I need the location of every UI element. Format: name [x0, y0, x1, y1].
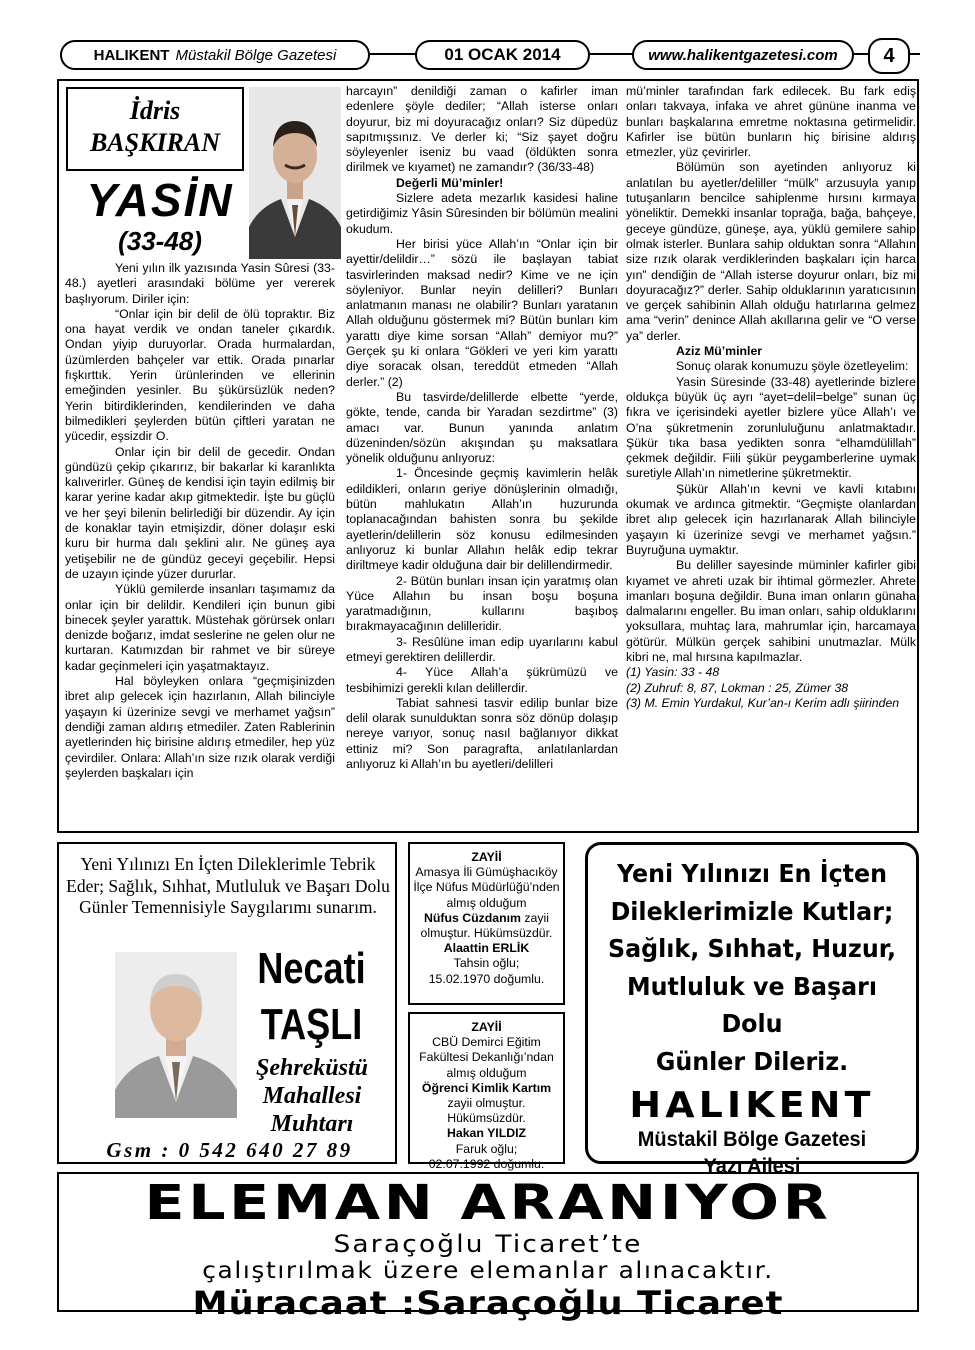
author-last-name: BAŞKIRAN: [89, 128, 221, 157]
notice-document: Öğrenci Kimlik Kartım: [421, 1080, 552, 1095]
paragraph: Sizlere adeta mezarlık kasidesi haline getirdiğimiz Yâsin Sûresinden bir bölümün mealini okudum.: [346, 191, 618, 236]
author-photo: [249, 87, 341, 259]
greeting-signature: Yazı Ailesi: [703, 1155, 801, 1178]
notice-father: Tahsin oğlu;: [453, 956, 520, 971]
paragraph: 3- Resûlüne iman edip uyarılarını kabul etmeyi gerektiren delillerdir.: [346, 634, 618, 664]
notice-line: [410, 911, 563, 941]
article-column-3: [626, 84, 916, 833]
job-ad-title: ELEMAN ARANIYOR: [144, 1175, 832, 1231]
paragraph: harcayın” denildiği zaman o kafirler iman edenlere şöyle dediler; “Allah isterse onları doyurur, biz mi doyuracağız onları? Siz düpedüz sapıtmışsınız. Ve derler ki; “Siz şayet doğru söyleyenler iseniz bu vaad (öldükten sonra dirilmek ve kıyamet) ne zamandır? (36/33-48): [346, 84, 618, 175]
notice-birth: 02.07.1992 doğumlu.: [428, 1156, 545, 1171]
notice-text: Amasya İli Gümüşhacıköy İlçe Nüfus Müdürlüğü’nden almış olduğum: [413, 865, 560, 910]
lost-notice-1: [408, 842, 565, 1005]
paragraph: 4- Yüce Allah’a şükrümüzü ve tesbihimizi gerekli kılan delillerdir.: [346, 665, 618, 695]
paragraph: Her birisi yüce Allah’ın “Onlar için bir ayettir/delildir…” sözü ile başlayan tabiat tasvirlerinden maksad nedir? Kime ve ne için söyleniyor. Bunlar neyin delilleri? Bunları anlatmanın manası ne olabilir? Bunları yaratanın Allah olduğunu göstermek mi? Bütün bunları kim yarattı diye kime sorsan “Allah” demiyor mu?” Gerçek şu ki onlara “Gökleri ve yeri kim yarattı diye soracak olsan, tereddüt etmeden “Allah derler.” (2): [346, 236, 618, 389]
subheading: Değerli Mü’minler!: [396, 175, 504, 190]
footnote: (2) Zuhruf: 8, 87, Lokman : 25, Zümer 38: [626, 680, 849, 695]
paragraph: mü’minler tarafından fark edilecek. Bu fark ediş onları takvaya, infaka ve ahret gününe inanma ve bunları başkalarına emretme noktasına getirmelidir. Kafirler ise bütün bunların hiç birisine aldırış etmezler, yüz çevirirler.: [626, 84, 916, 160]
greeting-line: Günler Dileriz.: [655, 1046, 849, 1076]
muhtar-role: Şehreküstü Mahallesi Muhtarı: [255, 1055, 369, 1137]
muhtar-last-name: TAŞLI: [260, 1000, 363, 1049]
notice-line: [410, 1081, 563, 1127]
job-ad-text: çalıştırılmak üzere elemanlar alınacaktır.: [202, 1258, 774, 1284]
notice-text: zayii olmuştur. Hükümsüzdür.: [420, 910, 553, 941]
paragraph: Onlar için bir delil de gecedir. Ondan gündüzü çekip çıkarırız, bir bakarlar ki karanlıkta kalıverirler. Güneş de kendisi için tayin edilmiş bir karar yerine kadar akıp gitmektedir. İşte bu güçlü ve her şeyi bilenin belirlediği bir düzendir. Ay için de konaklar tayin etmişizdir, döner dolaşır eski kuru bir hurma dalı şeklini alır. Ne güneş aya yetişebilir ne de gündüz geceyi geçebilir. Hepsi de uzayın içinde yüzer dururlar.: [65, 444, 335, 581]
author-box: [66, 87, 244, 171]
paragraph: Yasin Süresinde (33-48) ayetlerinde bizlere oldukça büyük üç ayrı “ayet=delil=belge” sunan üç fıkra ve içerisindeki ayetler bizlere yüce Allah’ı ve O’na şükretmenin zorunluluğunu anlatmaktadır. Şükür tıka basa yedikten sonra “elhamdülillah” çekmek değildir. Fiili şükür peygamberlerine uymak suretiyle Allah’ın nimetlerine şükretmektir.: [626, 374, 916, 481]
masthead-subtitle: Müstakil Bölge Gazetesi: [175, 46, 337, 64]
article-verse-range: (33-48): [118, 226, 202, 256]
article-column-1: [65, 261, 335, 833]
article-yasin: [57, 79, 919, 833]
lost-notice-2: [408, 1012, 565, 1171]
paragraph: Bu tasvirde/delillerde elbette “yerde, gökte, tende, canda bir Yaradan sezdirtme” (3) amacı var. Bunun yanında anlatım düzeninden/sözün akışından şu maksatlara yönelik olduğunu anlıyoruz:: [346, 389, 618, 466]
paragraph: 1- Öncesinde geçmiş kavimlerin helâk edildikleri, onların geriye dönüşlerinin olmadığı, bütün mahlukatın Allah’ın huzurunda toplanacağından bahisten sonra bu şekilde ayetlerin/delillerin söz konusu edilmesinden anlıyoruz ki bunlar Allahın helâk edip tekrar diriltmeye kadir olduğuna dair bir delillendirmedir.: [346, 466, 618, 573]
paragraph: Sonuç olarak konumuzu şöyle özetleyelim:: [676, 359, 909, 374]
ad-muhtar: [57, 842, 397, 1164]
greeting-brand: HALIKENT: [629, 1085, 875, 1126]
notice-heading: ZAYİİ: [471, 850, 502, 864]
paragraph: 2- Bütün bunları insan için yaratmış olan Yüce Allahın bu insan boşu boşuna yaratmadığının, kullarını başıboş bırakmayacağının delilleridir.: [346, 573, 618, 634]
notice-name: Hakan YILDIZ: [446, 1126, 527, 1141]
masthead-pill: [60, 40, 370, 70]
notice-birth: 15.02.1970 doğumlu.: [428, 971, 545, 986]
subheading: Aziz Mü’minler: [676, 344, 763, 359]
ad-muhtar-greeting: Yeni Yılınızı En İçten Dileklerimle Tebrik Eder; Sağlık, Sıhhat, Mutluluk ve Başarı Dolu Günler Temennisiyle Saygılarımı sunarım.: [66, 854, 390, 917]
issue-date: 01 OCAK 2014: [415, 40, 590, 70]
muhtar-phone: Gsm : 0 542 640 27 89: [106, 1138, 353, 1162]
greeting-brand-sub: Müstakil Bölge Gazetesi: [637, 1128, 867, 1151]
notice-heading: ZAYİİ: [471, 1020, 502, 1034]
page-number: 4: [868, 38, 910, 74]
muhtar-first-name: Necati: [257, 944, 366, 993]
greeting-line: Sağlık, Sıhhat, Huzur,: [608, 934, 896, 963]
footnote: (3) M. Emin Yurdakul, Kur’an-ı Kerim adlı şiirinden: [626, 695, 900, 710]
paragraph: Tabiat sahnesi tasvir edilip bunlar bize delil olarak sunulduktan sonra söz dönüp dolaşıp nereye varıyor, sonuç nasıl bağlanıyor dikkat ettiniz mi? Son paragrafta, anlatılanlardan anlıyoruz ki Allah’ın bu ayetleri/delilleri: [346, 695, 618, 772]
article-column-2: [346, 84, 618, 833]
notice-father: Faruk oğlu;: [455, 1141, 518, 1156]
notice-text: CBÜ Demirci Eğitim Fakültesi Dekanlığı’ndan almış olduğum: [419, 1035, 554, 1080]
footnote: (1) Yasin: 33 - 48: [626, 665, 720, 680]
paragraph: “Onlar için bir delil de ölü topraktır. Biz ona hayat verdik ve ondan taneler çıkardık. Ondan yiyip duruyorlar. Orada hurmalardan, üzümlerden bahçeler var ettik. Orada pınarlar fışkırttık. Yerin ürünlerinden ve ellerinin emeğinden yesinler. Bu şükürsüzlük neden? Yerin bitirdiklerinden, kendilerinden ve daha bilmedikleri şeylerden bütün çiftleri yaratan ne yücedir, eşsizdir O.: [65, 306, 335, 444]
greeting-lines: [596, 855, 908, 1080]
muhtar-photo: [115, 952, 237, 1118]
greeting-line: Yeni Yılınızı En İçten: [616, 859, 888, 888]
paragraph: Bu deliller sayesinde müminler kafirler gibi kıyamet ve ahreti uzak bir ihtimal görmezler. Ahrete imanları boşuna değildir. Buna iman onların günaha dalmalarını engeller. Bu iman onları, sahip olduklarını yoksullara, muhtaç lara, mahrumlar için, harcamaya götürür. Mülkün gerçek sahibini unutmazlar. Mülk kibri ne, mal hırsına kapılmazlar.: [626, 558, 916, 664]
greeting-line: Dileklerimizle Kutlar;: [610, 896, 894, 926]
author-first-name: İdris: [129, 96, 181, 125]
masthead-brand: HALIKENT: [93, 46, 170, 64]
job-ad-apply: Müracaat :Saraçoğlu Ticaret: [192, 1284, 784, 1322]
notice-text: zayii olmuştur. Hükümsüzdür.: [447, 1096, 526, 1126]
ad-new-year-greeting: [585, 842, 919, 1178]
ad-job-opening: [57, 1172, 919, 1322]
website-url[interactable]: www.halikentgazetesi.com: [632, 40, 854, 70]
article-title: YASİN: [86, 174, 234, 226]
notice-name: Alaattin ERLİK: [443, 941, 530, 956]
paragraph: Bölümün son ayetinden anlıyoruz ki anlatılan bu ayetler/deliller “mülk” arzusuyla yanıp tutuşanların bencilce sahiplenme hırsını kırmaya yöneliktir. Demekki insanlar toprağa, bağa, bahçeye, geceye gündüze, güneşe, aya, yüklü gemilere sahip olmak isterler. Bunlara sahip olduktan sonra “Allahın size rızık olarak verdiklerinden başkaları için harca yın” dendiğin de “Allah isterse doyurur onları, biz mi doyuracağız?” derler. Sahip olduklarının yaratıcısının ve gerçek sahibinin Allah olduğu hatırlarına gelmez ama “verin” denince Allah akıllarına gelir ve “O verse ya” derler.: [626, 160, 916, 343]
paragraph: Yeni yılın ilk yazısında Yasin Sûresi (33-48.) ayetleri arasındaki bölüme yer vererek başlıyorum. Diriler için:: [65, 261, 335, 306]
job-ad-company: Saraçoğlu Ticaret’te: [333, 1230, 643, 1258]
paragraph: Yüklü gemilerde insanları taşımamız da onlar için bir delildir. Kendileri için bunun gibi binecek şeyler yarattık. Müstehak görürsek onları denizde boğarız, imdat seslerine ne gelen olur ne kurtaran. Katımızdan bir rahmet ve bir süreye kadar geçinmeleri için yaşatmaktayız.: [65, 582, 335, 673]
greeting-line: Mutluluk ve Başarı Dolu: [626, 971, 878, 1038]
paragraph: Hal böyleyken onlara “geçmişinizden ibret alıp gelecek için hazırlanın, Allah bilinciyle yaşayın ki üzerinize sevgi ve merhamet yağsın” dendiği zaman aldırış etmediler. Zaten Rablerinin ayetlerinden hiç birisine aldırış etmediler, hep yüz çevirdiler. Onlara: Allah’ın size rızık olarak verdiği şeylerden başkaları için: [65, 674, 335, 780]
notice-document: Nüfus Cüzdanım: [423, 910, 521, 925]
paragraph: Şükür Allah’ın kevni ve kavli kıtabını okumak ve ardınca gitmektir. “Geçmişte olanlardan ibret alıp gelecek için hazırlanarak Allah bilinciyle yaşayın ki üzerinize sevgi ve merhamet yağsın.” Buyruğuna uymaktır.: [626, 481, 916, 557]
